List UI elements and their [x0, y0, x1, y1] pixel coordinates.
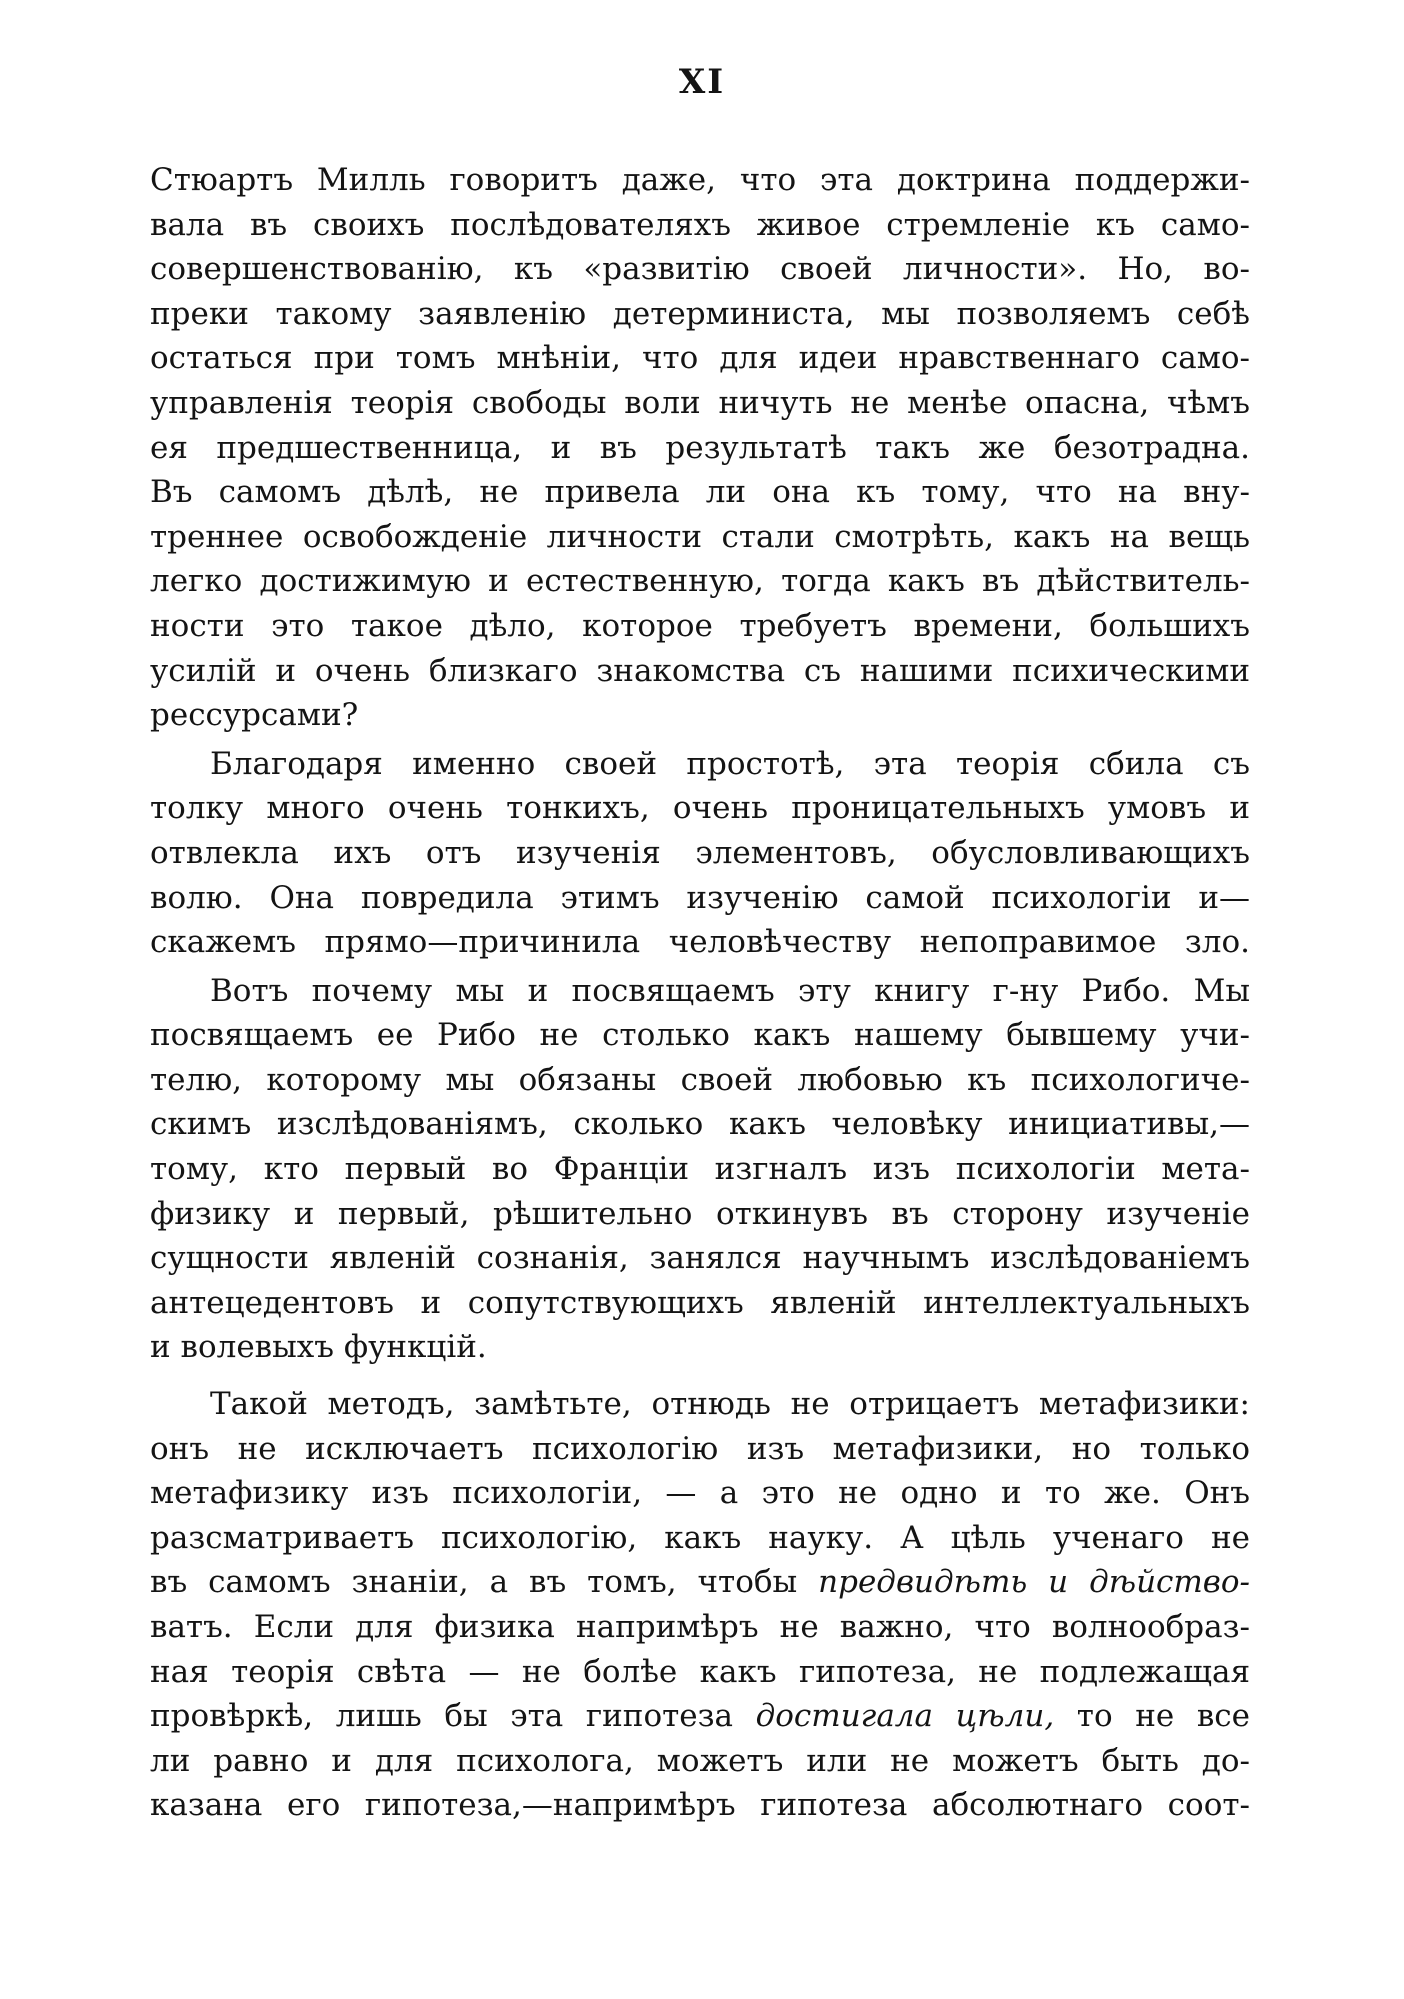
- text-line: волю. Она повредила этимъ изученію самой психологіи и—: [150, 879, 1250, 916]
- italic-span: предвидѣть и дѣйство-: [818, 1564, 1250, 1601]
- text-span: провѣркѣ, лишь бы эта гипотеза: [150, 1698, 734, 1735]
- page-number: XI: [678, 62, 726, 102]
- text-span: то не все: [1076, 1698, 1250, 1735]
- text-line: отвлекла ихъ отъ изученія элементовъ, обусловливающихъ: [150, 834, 1250, 871]
- text-line-with-italic: [150, 1560, 1250, 1605]
- text-line: совершенствованію, къ «развитію своей личности». Но, во-: [150, 251, 1250, 288]
- italic-span: достигала цѣли,: [755, 1698, 1055, 1735]
- text-line: телю, которому мы обязаны своей любовью къ психологиче-: [150, 1061, 1250, 1098]
- text-line: разсматриваетъ психологію, какъ науку. А цѣль ученаго не: [150, 1519, 1250, 1556]
- text-line: антецедентовъ и сопутствующихъ явленій интеллектуальныхъ: [150, 1284, 1250, 1321]
- text-line: преки такому заявленію детерминиста, мы позволяемъ себѣ: [150, 295, 1250, 332]
- text-line-with-italic: [150, 1694, 1250, 1739]
- text-line: казана его гипотеза,—напримѣръ гипотеза абсолютнаго соот-: [150, 1787, 1250, 1824]
- text-span: въ самомъ знаніи, а въ томъ, чтобы: [150, 1564, 798, 1601]
- text-line: ея предшественница, и въ результатѣ такъ же безотрадна.: [150, 429, 1250, 466]
- text-line: тому, кто первый во Франціи изгналъ изъ психологіи мета-: [150, 1151, 1250, 1188]
- text-line: Благодаря именно своей простотѣ, эта теорія сбила съ: [210, 745, 1250, 782]
- text-line: вала въ своихъ послѣдователяхъ живое стремленіе къ само-: [150, 206, 1250, 243]
- text-line: толку много очень тонкихъ, очень проницательныхъ умовъ и: [150, 790, 1250, 827]
- text-line: рессурсами?: [150, 697, 359, 734]
- text-line: метафизику изъ психологіи, — а это не одно и то же. Онъ: [150, 1475, 1250, 1512]
- text-line: ли равно и для психолога, можетъ или не можетъ быть до-: [150, 1742, 1250, 1779]
- text-line: ная теорія свѣта — не болѣе какъ гипотеза, не подлежащая: [150, 1653, 1250, 1690]
- text-line: Вотъ почему мы и посвящаемъ эту книгу г-ну Рибо. Мы: [210, 972, 1250, 1009]
- page-body: [150, 158, 1250, 1828]
- text-line: ности это такое дѣло, которое требуетъ времени, большихъ: [150, 607, 1250, 644]
- text-line: остаться при томъ мнѣніи, что для идеи нравственнаго само-: [150, 340, 1250, 377]
- text-line: усилій и очень близкаго знакомства съ нашими психическими: [150, 652, 1250, 689]
- text-line: онъ не исключаетъ психологію изъ метафизики, но только: [150, 1430, 1250, 1467]
- text-line: треннее освобожденіе личности стали смотрѣть, какъ на вещь: [150, 518, 1250, 555]
- text-line: сущности явленій сознанія, занялся научнымъ изслѣдованіемъ: [150, 1240, 1250, 1277]
- text-line: посвящаемъ ее Рибо не столько какъ нашему бывшему учи-: [150, 1017, 1250, 1054]
- text-line: Такой методъ, замѣтьте, отнюдь не отрицаетъ метафизики:: [210, 1386, 1250, 1423]
- text-line: скимъ изслѣдованіямъ, сколько какъ человѣку инициативы,—: [150, 1106, 1250, 1143]
- text-line: физику и первый, рѣшительно откинувъ въ сторону изученіе: [150, 1195, 1250, 1232]
- text-line: Стюартъ Милль говоритъ даже, что эта доктрина поддержи-: [150, 162, 1250, 198]
- text-line: Въ самомъ дѣлѣ, не привела ли она къ тому, что на вну-: [150, 474, 1250, 511]
- text-line: легко достижимую и естественную, тогда какъ въ дѣйствитель-: [150, 563, 1250, 600]
- text-line: скажемъ прямо—причинила человѣчеству непоправимое зло.: [150, 924, 1250, 961]
- text-line-with-italic: [150, 1605, 1250, 1650]
- text-line: управленія теорія свободы воли ничуть не менѣе опасна, чѣмъ: [150, 384, 1250, 421]
- text-span: ватъ. Если для физика напримѣръ не важно, что волнообраз-: [150, 1609, 1250, 1645]
- text-line: и волевыхъ функцій.: [150, 1329, 487, 1366]
